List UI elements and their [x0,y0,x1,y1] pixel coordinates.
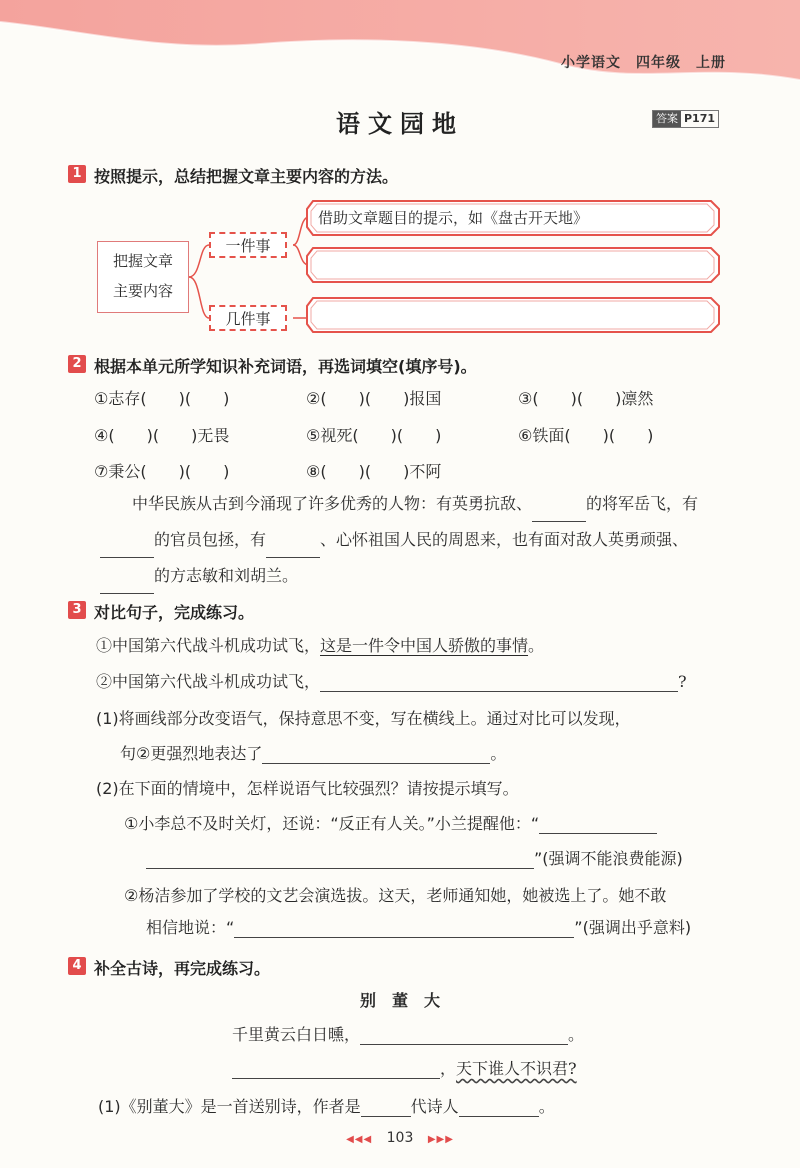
sentence-1-end: 。 [528,636,545,655]
method-box-1-text: 借助文章题目的提示，如《盘古开天地》 [318,209,589,227]
method-box-2-input[interactable] [312,252,712,280]
case-2-text: 相信地说：“ [146,918,235,937]
poem-line-1-end: 。 [568,1025,585,1044]
sentence-2 [96,669,687,692]
poem-dynasty-blank[interactable] [361,1097,411,1117]
poem-exercise-1-text: (1)《别董大》是一首送别诗，作者是 [98,1097,361,1116]
root-label-line1: 把握文章 [112,252,173,270]
right-arrows-icon: ▶▶▶ [427,1134,454,1145]
branch-one-thing: 一件事 [209,232,287,258]
root-label-line2: 主要内容 [112,282,173,300]
case-2-line-2 [146,915,691,938]
idiom-1: ①志存( )( ) [94,389,230,408]
answer-page: P171 [684,112,716,125]
case-1-blank-b[interactable] [146,849,534,869]
task-1-blank[interactable] [262,744,490,764]
case-1-blank-a[interactable] [539,814,657,834]
method-box-3-input[interactable] [312,302,712,330]
idiom-8: ⑧( )( )不阿 [306,462,442,481]
poem-exercise-1-end: 。 [538,1097,555,1116]
sentence-2-blank[interactable] [320,672,678,692]
poem-exercise-1-mid: 代诗人 [410,1097,459,1116]
para-part-3: 的官员包拯，有 [154,530,267,549]
mind-map-root [97,241,189,313]
idiom-3: ③( )( )凛然 [518,389,654,408]
sentence-2-end: ? [678,672,687,691]
poem-title: 别 董 大 [359,991,440,1010]
branch-several-things: 几件事 [209,305,287,331]
poem-line-2-sep: ， [440,1059,457,1078]
poem-line-1 [232,1022,584,1045]
poem-author-blank[interactable] [459,1097,539,1117]
case-2-line-1: ②杨洁参加了学校的文艺会演选拔。这天，老师通知她，她被选上了。她不敢 [124,886,667,905]
blank-3[interactable] [266,522,320,558]
idiom-7: ⑦秉公( )( ) [94,462,230,481]
idiom-4: ④( )( )无畏 [94,426,230,445]
blank-4[interactable] [100,558,154,594]
para-part-4: 、心怀祖国人民的周恩来，也有面对敌人英勇顽强、 [320,530,689,549]
poem-line-1-blank[interactable] [360,1025,568,1045]
task-1-line-1: (1)将画线部分改变语气，保持意思不变，写在横线上。通过对比可以发现， [96,709,631,728]
para-part-5: 的方志敏和刘胡兰。 [154,566,299,585]
poem-line-1-text: 千里黄云白日曛， [232,1025,361,1044]
task-1-end: 。 [490,744,507,763]
para-part-2: 的将军岳飞，有 [586,494,699,513]
blank-1[interactable] [532,486,586,522]
answer-label: 答案 [653,111,681,127]
header-banner [0,0,800,90]
idiom-6: ⑥铁面( )( ) [518,426,654,445]
sentence-1-start: ①中国第六代战斗机成功试飞， [96,636,321,655]
poem-line-2 [232,1056,577,1079]
sentence-1-underlined: 这是一件令中国人骄傲的事情 [320,636,529,655]
answer-ref [652,110,719,128]
page-footer [0,1130,800,1146]
poem-line-2-text: 天下谁人不识君? [456,1059,577,1078]
blank-2[interactable] [100,522,154,558]
poem-line-2-blank[interactable] [232,1059,440,1079]
case-2-blank[interactable] [234,918,574,938]
sentence-2-start: ②中国第六代战斗机成功试飞， [96,672,321,691]
question-3-prompt: 对比句子，完成练习。 [94,603,255,622]
fill-paragraph [100,486,730,594]
task-2-prompt: (2)在下面的情境中，怎样说语气比较强烈？请按提示填写。 [96,779,519,798]
para-part-1: 中华民族从古到今涌现了许多优秀的人物：有英勇抗敌、 [132,494,533,513]
poem-exercise-1 [98,1094,555,1117]
case-1-hint: ”(强调不能浪费能源) [534,849,683,868]
question-1-prompt: 按照提示，总结把握文章主要内容的方法。 [94,167,399,186]
case-2-hint: ”(强调出乎意料) [574,918,692,937]
question-4-prompt: 补全古诗，再完成练习。 [94,959,271,978]
question-1-number: 1 [68,165,86,183]
left-arrows-icon: ◀◀◀ [346,1134,373,1145]
sentence-1 [96,633,544,656]
book-label: 小学语文 四年级 上册 [561,55,726,71]
idiom-2: ②( )( )报国 [306,389,442,408]
idiom-5: ⑤视死( )( ) [306,426,442,445]
task-1-line-2 [120,741,506,764]
page-number: 103 [386,1130,414,1146]
question-2-number: 2 [68,355,86,373]
case-1-line-2 [146,846,683,869]
task-1-text: 句②更强烈地表达了 [120,744,263,763]
case-1-line-1 [124,811,657,834]
question-4-number: 4 [68,957,86,975]
case-1-text: ①小李总不及时关灯，还说：“反正有人关。”小兰提醒他：“ [124,814,540,833]
page-title: 语文园地 [336,109,464,138]
question-2-prompt: 根据本单元所学知识补充词语，再选词填空(填序号)。 [94,357,477,376]
question-3-number: 3 [68,601,86,619]
